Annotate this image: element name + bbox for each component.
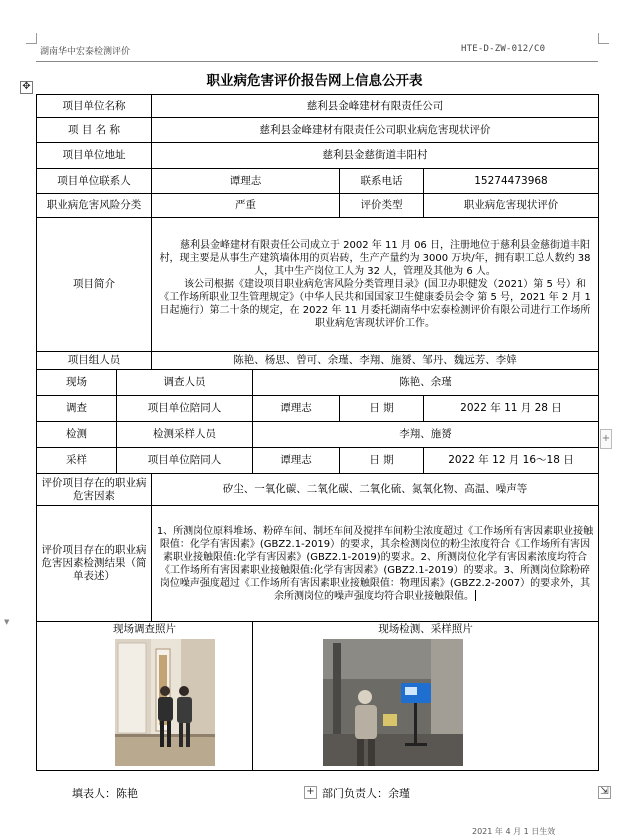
test-sampling-label-1: 检测 [37,422,117,448]
phone-value: 15274473968 [424,169,599,194]
risk-value: 严重 [152,194,340,218]
contact-value: 谭理志 [152,169,340,194]
survey-date-value: 2022 年 11 月 28 日 [424,396,599,422]
samplers-value: 李翔、施赟 [253,422,599,448]
header-doc-code: HTE-D-ZW-012/C0 [461,44,546,54]
page-title: 职业病危害评价报告网上信息公开表 [206,73,423,89]
sampling-photo [323,639,463,766]
add-row-plus-icon[interactable]: + [304,786,317,799]
eval-type-value: 职业病危害现状评价 [424,194,599,218]
address-label: 项目单位地址 [37,143,152,169]
photo-cell-sampling [253,622,599,771]
scroll-arrow-icon: ▼ [4,618,10,626]
add-column-plus-icon[interactable]: + [600,429,612,449]
department-head: 部门负责人：余瑾 [322,787,410,800]
eval-type-label: 评价类型 [340,194,424,218]
intro-paragraph-1: 慈利县金峰建材有限责任公司成立于 2002 年 11 月 06 日，注册地位于慈利县金慈街道丰阳村，现主要是从事生产建筑墙体用的页岩砖，生产产量约为 3000 万块/年，拥有职工总人数约 38 人，其中生产岗位工人为 32 人，管理及其他为 6 人。 [159,240,591,277]
site-survey-label-1: 现场 [37,370,117,396]
table-resize-handle-icon[interactable]: ⇲ [598,786,611,799]
samplers-label: 检测采样人员 [117,422,253,448]
intro-text [152,218,599,352]
text-cursor [475,590,476,601]
info-table [36,94,599,771]
effective-date: 2021 年 4 月 1 日生效 [472,827,556,836]
survey-photo [115,639,215,766]
photo-label-sampling: 现场检测、采样照片 [378,623,473,635]
test-sampling-label-2: 采样 [37,448,117,474]
escort-value-sampling: 谭理志 [253,448,340,474]
intro-paragraph-2: 该公司根据《建设项目职业病危害风险分类管理目录》(国卫办职健发（2021）第 5 号）和《工作场所职业卫生管理规定》（中华人民共和国国家卫生健康委员会令 第 5 号，2021 年 2 月 1 日起施行）第二十条的规定，在 2022 年 11 月委托湖南华中宏泰检测评价有限公司进行工作场所职业病危害现状评价工作。 [159,279,591,329]
survey-date-label: 日 期 [340,396,424,422]
sampling-date-label: 日 期 [340,448,424,474]
unit-name-value: 慈利县金峰建材有限责任公司 [152,95,599,118]
address-value: 慈利县金慈街道丰阳村 [152,143,599,169]
escort-label-survey: 项目单位陪同人 [117,396,253,422]
phone-label: 联系电话 [340,169,424,194]
team-value: 陈艳、杨思、曾可、余瑾、李翔、施赟、邹丹、魏远芳、李婞 [152,352,599,370]
risk-label: 职业病危害风险分类 [37,194,152,218]
unit-name-label: 项目单位名称 [37,95,152,118]
results-text[interactable] [152,506,599,622]
photo-cell-survey [37,622,253,771]
hazards-label: 评价项目存在的职业病危害因素 [37,474,152,506]
investigators-label: 调查人员 [117,370,253,396]
results-value: 1、所测岗位原料堆场、粉碎车间、制坯车间及搅拌车间粉尘浓度超过《工作场所有害因素职业接触限值：化学有害因素》(GBZ2.1-2019）的要求，其余检测岗位的粉尘浓度符合《工作场所有害因素职业接触限值:化学有害因素》(GBZ2.1-2019)的要求。2、所测岗位化学有害因素浓度均符合《工作场所有害因素职业接触限值:化学有害因素》(GBZ2.1-2019）的要求。3、所测岗位除粉碎岗位噪声强度超过《工作场所有害因素职业接触限值：物理因素》(GBZ2.2-2007）的要求外，其余所测岗位的噪声强度均符合职业接触限值。 [156,525,594,602]
results-label: 评价项目存在的职业病危害因素检测结果（简单表述） [37,506,152,622]
site-survey-label-2: 调查 [37,396,117,422]
escort-label-sampling: 项目单位陪同人 [117,448,253,474]
project-name-label: 项 目 名 称 [37,118,152,143]
contact-label: 项目单位联系人 [37,169,152,194]
photo-label-survey: 现场调查照片 [113,623,176,635]
team-label: 项目组人员 [37,352,152,370]
intro-label: 项目简介 [37,218,152,352]
corner-mark-tl [26,33,37,44]
escort-value-survey: 谭理志 [253,396,340,422]
sampling-date-value: 2022 年 12 月 16～18 日 [424,448,599,474]
header-company: 湖南华中宏泰检测评价 [40,47,131,57]
investigators-value: 陈艳、余瑾 [253,370,599,396]
table-move-handle-icon[interactable]: ✥ [20,81,33,94]
corner-mark-tr [598,33,609,44]
header-rule [36,61,598,62]
filler-name: 填表人：陈艳 [72,787,138,800]
hazards-value: 矽尘、一氧化碳、二氧化碳、二氧化硫、氮氧化物、高温、噪声等 [152,474,599,506]
project-name-value: 慈利县金峰建材有限责任公司职业病危害现状评价 [152,118,599,143]
